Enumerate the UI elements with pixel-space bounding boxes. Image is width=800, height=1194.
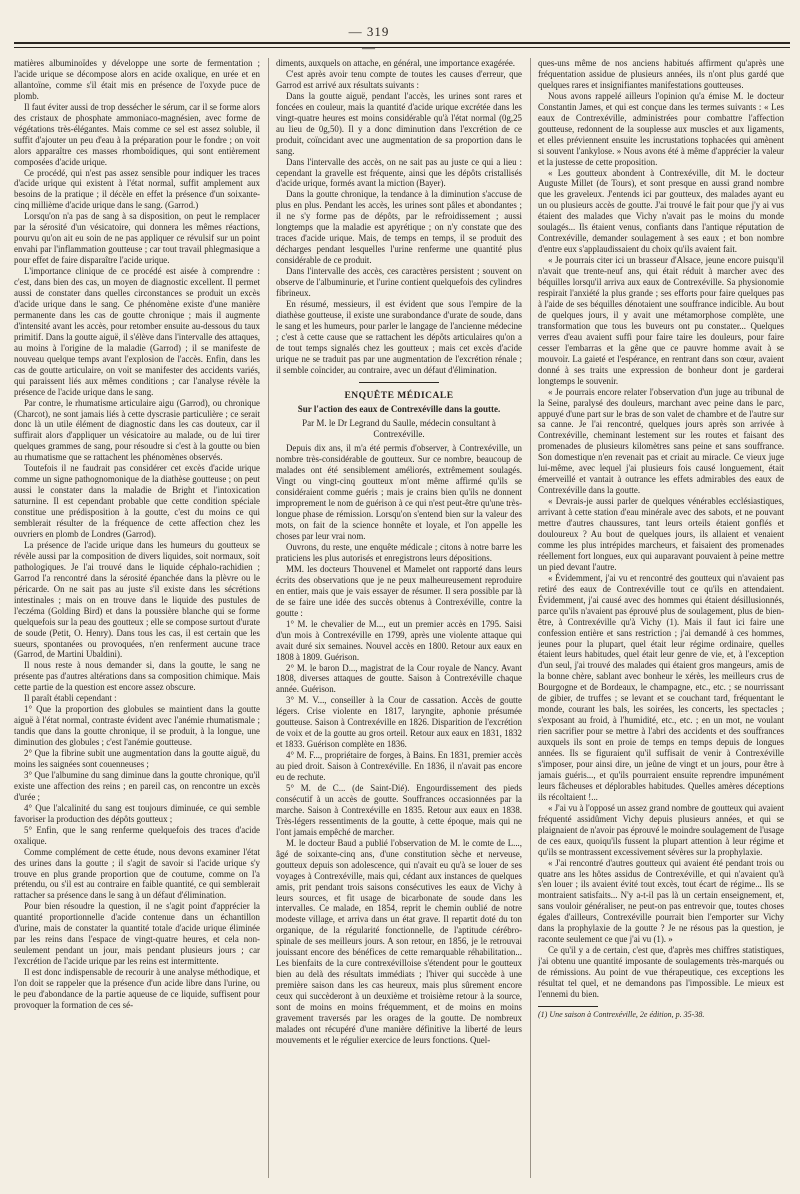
paragraph: « J'ai vu à l'opposé un assez grand nombre de goutteux qui avaient fréquenté assidûment Vichy depuis plusieurs années, et qui se plaignaient de n'avoir pas éprouvé le moindre soulagement de l'usage de ces eaux, quoiqu'ils fussent la plupart attention à leur régime et qu'ils se montrassent excessivement sévères sur la prophylaxie. (538, 802, 784, 857)
page-header (14, 14, 790, 54)
paragraph: 2° M. le baron D..., magistrat de la Cour royale de Nancy. Avant 1808, diverses attaques de goutte. Saison à Contrexéville chaque année. Guérison. (276, 662, 522, 695)
article-byline: Par M. le Dr Legrand du Saulle, médecin consultant à Contrexéville. (302, 417, 496, 439)
paragraph: 4° M. F..., propriétaire de forges, à Bains. En 1831, premier accès au pied droit. Saison à Contrexéville. En 1836, il n'avait pas encore eu de rechute. (276, 750, 522, 783)
paragraph: « Devrais-je aussi parler de quelques vénérables ecclésiastiques, arrivant à cette station d'eau minérale avec des sabots, et ne pouvant mettre d'autres chaussures, tant leurs orteils étaient gonflés et douloureux ? Au bout de quelques jours, ils allaient et venaient comme les plus intrépides marcheurs, et faisaient des promenades réellement fort longues, eux qui auparavant pouvaient à peine mettre un pied devant l'autre. (538, 496, 784, 572)
paragraph: M. le docteur Baud a publié l'observation de M. le comte de L..., âgé de soixante-cinq ans, d'une constitution sèche et nerveuse, goutteux depuis son adolescence, qui n'avait eu qu'à se louer de ses voyages à Contrexéville, mais qui, cédant aux instances de quelques amis, prit pendant trois saisons consécutives les eaux de Vichy à leurs sources, et fit usage de bicarbonate de soude dans les intervalles. Ce malade, en 1854, reprit le chemin oublié de notre modeste village, et arriva dans un état grave. Il repartit doté du ton organique, de la régularité fonctionnelle, de l'aptitude cérébro-spinale de ses meilleurs jours. A son retour, en 1856, je le retrouvai jouissant encore des bénéfices de cette remarquable réhabilitation... Les bienfaits de la cure contrexévilloise s'étendent pour le goutteux bien au delà des résultats immédiats ; l'hiver qui succède à une première saison dans les cas heureux, mais plus sûrement encore ceux qui succèderont à un deuxième et troisième retour à la source, sont de moins en moins fréquemment, et de moins en moins gravement traversés par les orages de la goutte. De nombreux malades ont récupéré d'une manière définitive la liberté de leurs mouvements et le régulier exercice de leurs fonctions. Quel- (276, 837, 522, 1045)
paragraph: Dans la goutte aiguë, pendant l'accès, les urines sont rares et foncées en couleur, mais la quantité d'acide urique excrétée dans les vingt-quatre heures est moins considérable qu'à l'état normal (0g,25 au lieu de 0g,50). Il y a donc diminution dans l'excrétion de ce produit, coïncidant avec une augmentation de sa proportion dans le sang. (276, 90, 522, 156)
paragraph: Dans la goutte chronique, la tendance à la diminution s'accuse de plus en plus. Pendant les accès, les urines sont pâles et abondantes ; il ne s'y forme pas de dépôts, par le refroidissement ; aussi longtemps que la maladie est apyrétique ; on n'y constate que des traces d'acide urique. Mais, de temps en temps, il se produit des décharges pendant lesquelles l'urine renferme une quantité plus considérable de ce produit. (276, 189, 522, 266)
column-2 (276, 58, 522, 1178)
section-divider (359, 382, 439, 383)
header-rule (14, 42, 790, 48)
section-title: ENQUÊTE MÉDICALE (344, 390, 454, 401)
paragraph: Pour bien résoudre la question, il ne s'agit point d'apprécier la quantité proportionnelle d'acide contenue dans un échantillon d'urine, mais de constater la quantité totale d'acide urique éliminée par les reins dans l'espace de vingt-quatre heures, et cela non-seulement pendant un jour, mais pendant plusieurs jours ; car l'excrétion de l'acide urique par les reins est intermittente. (14, 901, 260, 967)
footnote: (1) Une saison à Contrexéville, 2e édition, p. 35-38. (538, 1009, 705, 1019)
text-columns (14, 58, 790, 1178)
page-number: — 319 — (348, 24, 390, 55)
paragraph: Il paraît établi cependant : (24, 693, 117, 704)
paragraph: « Je pourrais citer ici un brasseur d'Alsace, jeune encore puisqu'il n'avait que trente-neuf ans, qui était réduit à marcher avec des béquilles lorsqu'il arriva aux eaux de Contrexéville. Sa physionomie respirait l'anxiété la plus grande ; ses efforts pour faire quelques pas à l'aide de ses béquilles dénotaient une souffrance indicible. Au bout de quelques jours, il y avait une métamorphose complète, une transformation que tous les buveurs ont pu constater... Quelques verres d'eau avaient suffi pour faire taire les douleurs, pour faire cesser l'embarras et la gêne que ce pauvre homme avait à se mouvoir. La gaieté et l'espérance, en rentrant dans son cœur, avaient donné à ses traits une expression de bonheur dont je garderai longtemps le souvenir. (538, 255, 784, 386)
paragraph: 2° Que la fibrine subit une augmentation dans la goutte aiguë, du moins les saignées sont couenneuses ; (14, 748, 260, 769)
paragraph: Ce procédé, qui n'est pas assez sensible pour indiquer les traces d'acide urique qui existent à l'état normal, suffit amplement aux besoins de la pratique ; il décèle en effet la présence d'un soixante-cinq millième d'acide urique dans le sang. (Garrod.) (14, 167, 260, 211)
journal-page (14, 14, 790, 1184)
paragraph: « Évidemment, j'ai vu et rencontré des goutteux qui n'avaient pas retiré des eaux de Contrexéville tout ce qu'ils en attendaient. Évidemment, j'ai causé avec des hommes qui étaient désillusionnés, parce qu'ils n'avaient pas éprouvé plus de soulagement, plus de bien-être, à Contrexéville qu'à Vichy (1). Mais il faut ici faire une confession entière et sans restriction ; j'ai demandé à ces hommes, jeunes pour la plupart, quel était leur régime ordinaire, quelles étaient leurs habitudes, quel était leur genre de vie, et, à l'exception d'un seul, j'ai trouvé des malades qui étaient gros mangeurs, amis de la bonne chère, sablant avec bonheur le xérès, les meilleurs crus de Bourgogne et de Bordeaux, le champagne, etc., etc. ; se nourrissant de gibier, de truffes ; se levant et se couchant tard, fréquentant le monde, courant les bals, les soirées, les concerts, les spectacles ; s'exposant au froid, à l'humidité, etc., etc. ; en un mot, ne voulant rien sacrifier pour se mettre à l'abri des accidents et des souffrances auxquels ils sont en proie de temps en temps depuis de longues années. Ils se figuraient qu'il suffisait de venir à Contrexéville s'imposer, pour ainsi dire, un jeûne de vingt et un jours, pour être à jamais guéris..., et qu'ils pourraient ensuite reprendre impunément leurs fâcheuses et déplorables habitudes. Quelles amères déceptions ils récoltaient !... (538, 572, 784, 802)
paragraph: 1° Que la proportion des globules se maintient dans la goutte aiguë à l'état normal, contraste évident avec l'anémie rhumatismale ; tandis que dans la goutte chronique, il se produit, à la longue, une diminution des globules ; c'est l'anémie goutteuse. (14, 704, 260, 748)
paragraph: Ce qu'il y a de certain, c'est que, d'après mes chiffres statistiques, j'ai obtenu une quantité imposante de soulagements très-marqués ou de rémissions. Au point de vue thérapeutique, ces exceptions les résultat tel quel, et ne demandons pas l'impossible. Le mieux est l'ennemi du bien. (538, 945, 784, 1000)
paragraph: Depuis dix ans, il m'a été permis d'observer, à Contrexéville, un nombre très-considérable de goutteux. Sur ce nombre, beaucoup de malades ont été sensiblement améliorés, extrêmement soulagés. Vingt ou vingt-cinq goutteux m'ont même affirmé qu'ils se considéraient comme guéris ; mais je crains bien qu'ils ne donnent improprement le nom de guérison à ce qui n'est peut-être qu'une très-longue phase de rémission. Lorsqu'on s'entend bien sur la valeur des mots, on fait de la science honnête et loyale, et l'on appelle les choses par leur vrai nom. (276, 443, 522, 542)
column-2-article-text (276, 443, 522, 1045)
paragraph: « Les goutteux abondent à Contrexéville, dit M. le docteur Auguste Millet (de Tours), et sont presque en aussi grand nombre que les graveleux. J'entends ici par goutteux, des malades ayant eu un ou plusieurs accès de goutte. J'ai trouvé le fait pour que j'y ai vus étaient des malades que Vichy n'avait pas le moins du monde soulagés... Ils étaient venus, confiants dans l'antique réputation de Contrexéville, demander soulagement à ses eaux ; et bon nombre d'entre eux s'applaudissaient du choix qu'ils avaient fait. (538, 167, 784, 255)
paragraph: matières albuminoïdes y développe une sorte de fermentation ; l'acide urique se décompose alors en acide oxalique, en urée et en allantoïne, comme s'il était mis en présence de l'oxyde puce de plomb. (14, 58, 260, 101)
paragraph: Dans l'intervalle des accès, on ne sait pas au juste ce qui a lieu : cependant la gravelle est fréquente, ainsi que les dépôts cristallisés d'acide urique, formés avant la miction (Bayer). (276, 156, 522, 189)
article-title: Sur l'action des eaux de Contrexéville dans la goutte. (297, 403, 501, 414)
paragraph: 5° M. de C... (de Saint-Dié). Engourdissement des pieds consécutif à un accès de goutte. Souffrances occasionnées par la marche. Saison à Contrexéville en 1835. Retour aux eaux en 1838. Très-légers ressentiments de la goutte, à cette époque, mais qui ne l'ont jamais empêché de marcher. (276, 783, 522, 837)
paragraph: Comme complément de cette étude, nous devons examiner l'état des urines dans la goutte ; il s'agit de savoir si l'acide urique s'y trouve en plus grande proportion que de coutume, comme on l'a prétendu, ou s'il est au contraire en faible quantité, ce qui semblerait rattacher sa présence dans le sang à un défaut d'élimination. (14, 846, 260, 901)
paragraph: Dans l'intervalle des accès, ces caractères persistent ; souvent on observe de l'albuminurie, et l'urine contient quelquefois des cylindres fibrineux. (276, 266, 522, 299)
column-3-text (538, 58, 784, 1000)
paragraph: ques-uns même de nos anciens habitués affirment qu'après une fréquentation assidue de plusieurs années, ils n'ont plus gardé que quelques rares et insignifiantes manifestations goutteuses. (538, 58, 784, 90)
column-2-top-text (276, 58, 522, 376)
paragraph: Toutefois il ne faudrait pas considérer cet excès d'acide urique comme un signe pathognomonique de la diathèse goutteuse ; on peut aussi le constater dans la maladie de Bright et l'intoxication saturnine. Il est cependant probable que cette condition spéciale constitue une prédisposition à la goutte, c'est du moins ce qui semblerait résulter de la fréquence de cette affection chez les ouvriers en plomb de Londres (Garrod). (14, 463, 260, 539)
column-3 (538, 58, 784, 1178)
column-divider (268, 58, 269, 1178)
paragraph: Il est donc indispensable de recourir à une analyse méthodique, et l'on doit se rappeler que la présence d'un acide libre dans l'urine, ou le peu d'abondance de la partie aqueuse de ce liquide, suffisent pour provoquer la formation de ces sé- (14, 967, 260, 1010)
paragraph: 5° Enfin, que le sang renferme quelquefois des traces d'acide oxalique. (14, 824, 260, 846)
column-divider (530, 58, 531, 1178)
paragraph: En résumé, messieurs, il est évident que sous l'empire de la diathèse goutteuse, il existe une surabondance d'urate de soude, dans le sang et les humeurs, pour parler le langage de l'ancienne médecine ; c'est à cette cause que se rattachent les dépôts articulaires qu'on a de tout temps signalés chez les goutteux ; mais cet excès d'acide urique ne se traduit pas par une augmentation de l'excrétion rénale ; il semble coïncider, au contraire, avec un défaut d'élimination. (276, 298, 522, 375)
paragraph: Par contre, le rhumatisme articulaire aigu (Garrod), ou chronique (Charcot), ne sont jamais liés à cette dyscrasie particulière ; ce serait donc là un utile élément de diagnostic dans les cas douteux, car il suffirait alors d'appliquer un vésicatoire au malade, ou de lui tirer quelques grammes de sang, pour résoudre si c'est à la goutte ou bien au rhumatisme que se rattachent les phénomènes observés. (14, 397, 260, 463)
paragraph: Ouvrons, du reste, une enquête médicale ; citons à notre barre les praticiens les plus autorisés et enregistrons leurs dépositions. (276, 542, 522, 563)
paragraph: 1° M. le chevalier de M..., eut un premier accès en 1795. Saisi d'un mois à Contrexéville en 1799, après une violente attaque qui avait duré six semaines. Nouvel accès en 1800. Retour aux eaux en 1808 à 1809. Guérison. (276, 618, 522, 662)
paragraph: diments, auxquels on attache, en général, une importance exagérée. (276, 58, 516, 68)
paragraph: Nous avons rappelé ailleurs l'opinion qu'a émise M. le docteur Constantin James, et qui est conçue dans les termes suivants : « Les eaux de Contrexéville, administrées pour combattre l'affection goutteuse, redonnent de la souplesse aux muscles et aux ligaments, et elles préviennent ensuite les incrustations tophacées qui amènent si souvent l'ankylose. » Nous avons été à même d'apprécier la valeur et la justesse de cette proposition. (538, 90, 784, 167)
paragraph: « J'ai rencontré d'autres goutteux qui avaient été pendant trois ou quatre ans les hôtes assidus de Contrexéville, et qui n'avaient qu'à s'en louer ; ils avaient évité tout excès, tout écart de régime... Ils se montraient satisfaits... N'y a-t-il pas là un certain enseignement, et, sans vouloir généraliser, ne peut-on pas entrevoir que, toutes choses égales d'ailleurs, Contrexéville pourrait bien l'emporter sur Vichy dans la prophylaxie de la goutte ? Je ne résous pas la question, je raconte seulement ce que j'ai vu (1). » (538, 857, 784, 945)
paragraph: 3° Que l'albumine du sang diminue dans la goutte chronique, qu'il existe une affection des reins ; en pareil cas, on rencontre un excès d'urée ; (14, 769, 260, 802)
paragraph: « Je pourrais encore relater l'observation d'un juge au tribunal de la Seine, paralysé des douleurs, marchant avec peine dans le parc, appuyé d'une part sur le bras de son valet de chambre et de l'autre sur sa canne. Je l'ai rencontré, quelques jours après son arrivée à Contrexéville, cheminant lestement sur les routes et faisant des promenades de plusieurs kilomètres sans peine et sans souffrance. Son domestique n'en revenait pas et criait au miracle. Ce vieux juge lui-même, avec lequel j'ai plusieurs fois causé longuement, était émerveillé et vantait à outrance les effets admirables des eaux de Contrexéville dans la goutte. (538, 386, 784, 496)
column-1 (14, 58, 260, 1178)
paragraph: MM. les docteurs Thouvenel et Mamelet ont rapporté dans leurs écrits des observations que je ne peux malheureusement reproduire en entier, mais que je vais essayer de résumer. Il sera possible par là de se faire une idée des succès obtenus à Contrexéville, contre la goutte : (276, 563, 522, 618)
paragraph: 3° M. V..., conseiller à la Cour de cassation. Accès de goutte légers. Crise violente en 1817, laryngite, aphonie présumée goutteuse. Saison à Contrexéville en 1826. Disparition de l'excrétion de voix et de la goutte au gros orteil. Retour aux eaux en 1831, 1832 et 1833. Guérison complète en 1836. (276, 695, 522, 750)
paragraph: Lorsqu'on n'a pas de sang à sa disposition, on peut le remplacer par la sérosité d'un vésicatoire, qui donnera les mêmes réactions, pourvu qu'on ait eu soin de ne pas appliquer ce révulsif sur un point envahi par l'inflammation goutteuse ; car tout travail phlegmasique a pour effet de faire disparaître l'acide urique. (14, 211, 260, 266)
paragraph: L'importance clinique de ce procédé est aisée à comprendre : c'est, dans bien des cas, un moyen de diagnostic excellent. Il permet aussi de constater dans quelles circonstances se produit un excès d'acide urique dans le sang. Ce phénomène existe d'une manière permanente dans les cas de goutte chronique ; mais il augmente d'intensité avant les accès, pour retomber ensuite au-dessous du taux primitif. Dans la goutte aiguë, il s'élève dans l'intervalle des attaques, au moins à l'origine de la maladie (Garrod) ; il se manifeste de nouveau quelque temps avant l'explosion de l'accès. Enfin, dans les cas de goutte articulaire, on voit se manifester des accidents variés, qui paraissent liés aux mêmes conditions ; car l'analyse révèle la présence de l'acide urique dans le sang. (14, 266, 260, 397)
paragraph: C'est après avoir tenu compte de toutes les causes d'erreur, que Garrod est arrivé aux résultats suivants : (276, 68, 522, 90)
paragraph: Il nous reste à nous demander si, dans la goutte, le sang ne présente pas d'autres altérations dans sa composition chimique. Mais cette partie de la question est encore assez obscure. (14, 660, 260, 693)
paragraph: Il faut éviter aussi de trop dessécher le sérum, car il se forme alors des cristaux de phosphate ammoniaco-magnésien, avec forme de végétations très-élégantes. Mais comme ce sel est assez soluble, il suffit d'ajouter un peu d'eau à la préparation pour le fondre ; on voit alors apparaître ces masses rhomboïdiques, qui sont entièrement composées d'acide urique. (14, 101, 260, 167)
paragraph: 4° Que l'alcalinité du sang est toujours diminuée, ce qui semble favoriser la production des dépôts goutteux ; (14, 802, 260, 824)
paragraph: La présence de l'acide urique dans les humeurs du goutteux se révèle aussi par la composition de divers liquides, soit normaux, soit pathologiques. Je l'ai trouvé dans le liquide céphalo-rachidien ; Garrod l'a rencontré dans la sérosité épanchée dans la plèvre ou le péricarde. On ne sait pas au juste s'il existe dans les sécrétions intestinales ; mais on en trouve dans le liquide des pustules de l'eczéma (Golding Bird) et dans la poussière blanche qui se forme quelquefois sur la peau des goutteux ; elle se compose surtout d'urate de soude (Petit, O. Henry). Dans tous les cas, il est certain que les sueurs, spontanées ou provoquées, n'en renferment aucune trace (Garrod, de Martini Ubaldini). (14, 539, 260, 660)
footnote-rule (538, 1006, 598, 1007)
